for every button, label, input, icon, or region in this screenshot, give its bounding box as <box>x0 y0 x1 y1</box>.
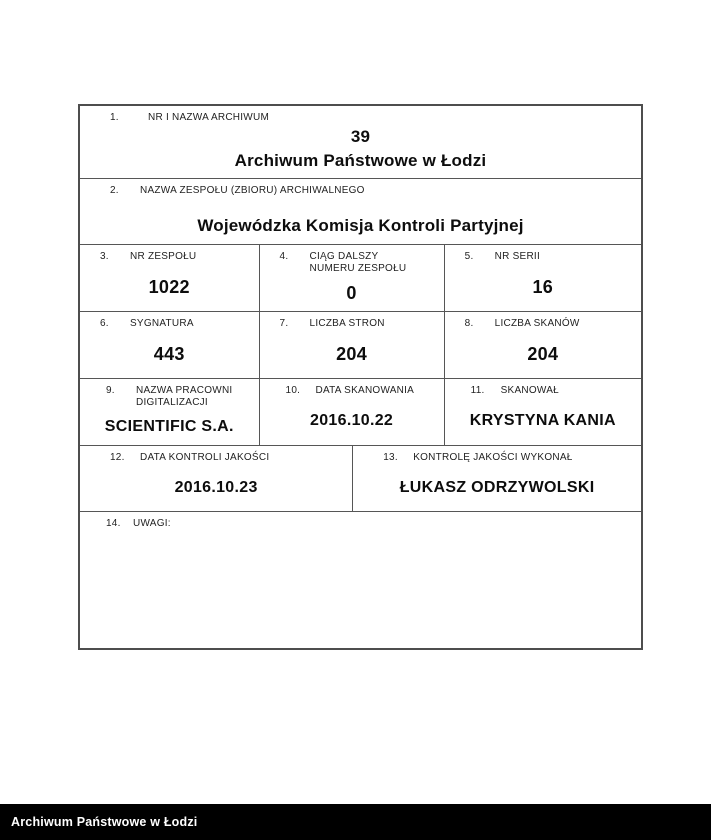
field-value-stack <box>80 124 641 178</box>
field-label-row <box>445 312 641 330</box>
archival-metadata-form <box>78 104 643 650</box>
digitization-lab-value: SCIENTIFIC S.A. <box>104 418 234 435</box>
field-label: SYGNATURA <box>130 318 194 329</box>
series-number-value: 16 <box>532 276 554 297</box>
qc-date-value: 2016.10.23 <box>174 478 258 496</box>
field-number: 3. <box>100 251 109 262</box>
scan-date-value: 2016.10.22 <box>310 412 394 429</box>
field-7-liczba-stron <box>260 312 445 378</box>
field-number: 7. <box>279 318 289 329</box>
field-1-nr-i-nazwa-archiwum <box>80 106 641 178</box>
form-row-2 <box>80 179 641 245</box>
field-number: 9. <box>106 385 115 396</box>
field-5-nr-serii <box>445 245 641 311</box>
field-number: 8. <box>464 318 474 329</box>
field-number: 14. <box>106 518 121 529</box>
field-label-row <box>445 245 641 263</box>
field-number: 6. <box>100 318 109 329</box>
field-label: LICZBA STRON <box>309 318 385 329</box>
qc-operator-value: ŁUKASZ ODRZYWOLSKI <box>399 478 595 496</box>
field-label: KONTROLĘ JAKOŚCI WYKONAŁ <box>413 452 573 463</box>
field-number: 13. <box>383 452 398 463</box>
field-number: 5. <box>464 251 474 262</box>
field-number: 2. <box>110 185 119 196</box>
form-row-6 <box>80 446 641 512</box>
viewer-footer-bar <box>0 804 711 840</box>
form-row-1 <box>80 106 641 179</box>
field-label: SKANOWAŁ <box>500 385 559 396</box>
field-label-row <box>80 446 352 464</box>
field-6-sygnatura <box>80 312 260 378</box>
field-label: NR ZESPOŁU <box>130 251 197 262</box>
field-label-row <box>260 379 444 397</box>
field-8-liczba-skanow <box>445 312 641 378</box>
field-label-row <box>445 379 641 397</box>
field-label: NAZWA PRACOWNI DIGITALIZACJI <box>136 385 233 408</box>
field-label: DATA KONTROLI JAKOŚCI <box>140 452 270 463</box>
field-label-row <box>80 106 641 124</box>
field-number: 11. <box>470 385 485 396</box>
field-label-row <box>80 245 259 263</box>
field-11-skanowal <box>445 379 641 445</box>
signature-value: 443 <box>153 343 185 364</box>
fonds-number-continuation-value: 0 <box>346 282 357 303</box>
archive-name-value: Archiwum Państwowe w Łodzi <box>234 150 487 170</box>
field-label-row <box>80 379 259 409</box>
remarks-value <box>80 530 641 648</box>
field-label-row <box>80 179 641 197</box>
field-label: LICZBA SKANÓW <box>494 318 580 329</box>
field-label: NR I NAZWA ARCHIWUM <box>148 112 270 123</box>
field-4-ciag-dalszy-numeru <box>260 245 445 311</box>
scan-count-value: 204 <box>527 343 559 364</box>
field-number: 1. <box>110 112 119 123</box>
field-9-nazwa-pracowni <box>80 379 260 445</box>
field-label-row <box>260 245 444 275</box>
fonds-number-value: 1022 <box>148 276 190 297</box>
fonds-name-value: Wojewódzka Komisja Kontroli Partyjnej <box>197 215 524 235</box>
field-number: 12. <box>110 452 125 463</box>
field-3-nr-zespolu <box>80 245 260 311</box>
field-label: UWAGI: <box>133 518 171 529</box>
scanner-operator-value: KRYSTYNA KANIA <box>469 412 616 429</box>
form-row-3 <box>80 245 641 312</box>
footer-archive-title: Archiwum Państwowe w Łodzi <box>11 815 198 829</box>
field-label-row <box>260 312 444 330</box>
field-label-row <box>80 312 259 330</box>
form-row-5 <box>80 379 641 446</box>
field-label: CIĄG DALSZY NUMERU ZESPOŁU <box>309 251 407 274</box>
form-row-4 <box>80 312 641 379</box>
field-14-uwagi <box>80 512 641 648</box>
field-13-kontrole-wykonal <box>353 446 641 511</box>
field-label-row <box>80 512 641 530</box>
form-row-7 <box>80 512 641 648</box>
field-number: 4. <box>279 251 289 262</box>
archive-number-value: 39 <box>350 127 371 147</box>
page-count-value: 204 <box>336 343 368 364</box>
field-number: 10. <box>285 385 301 396</box>
field-label: NAZWA ZESPOŁU (ZBIORU) ARCHIWALNEGO <box>140 185 365 196</box>
field-10-data-skanowania <box>260 379 445 445</box>
field-12-data-kontroli <box>80 446 353 511</box>
field-label: DATA SKANOWANIA <box>315 385 415 396</box>
field-label: NR SERII <box>494 251 540 262</box>
field-2-nazwa-zespolu <box>80 179 641 244</box>
field-label-row <box>353 446 641 464</box>
